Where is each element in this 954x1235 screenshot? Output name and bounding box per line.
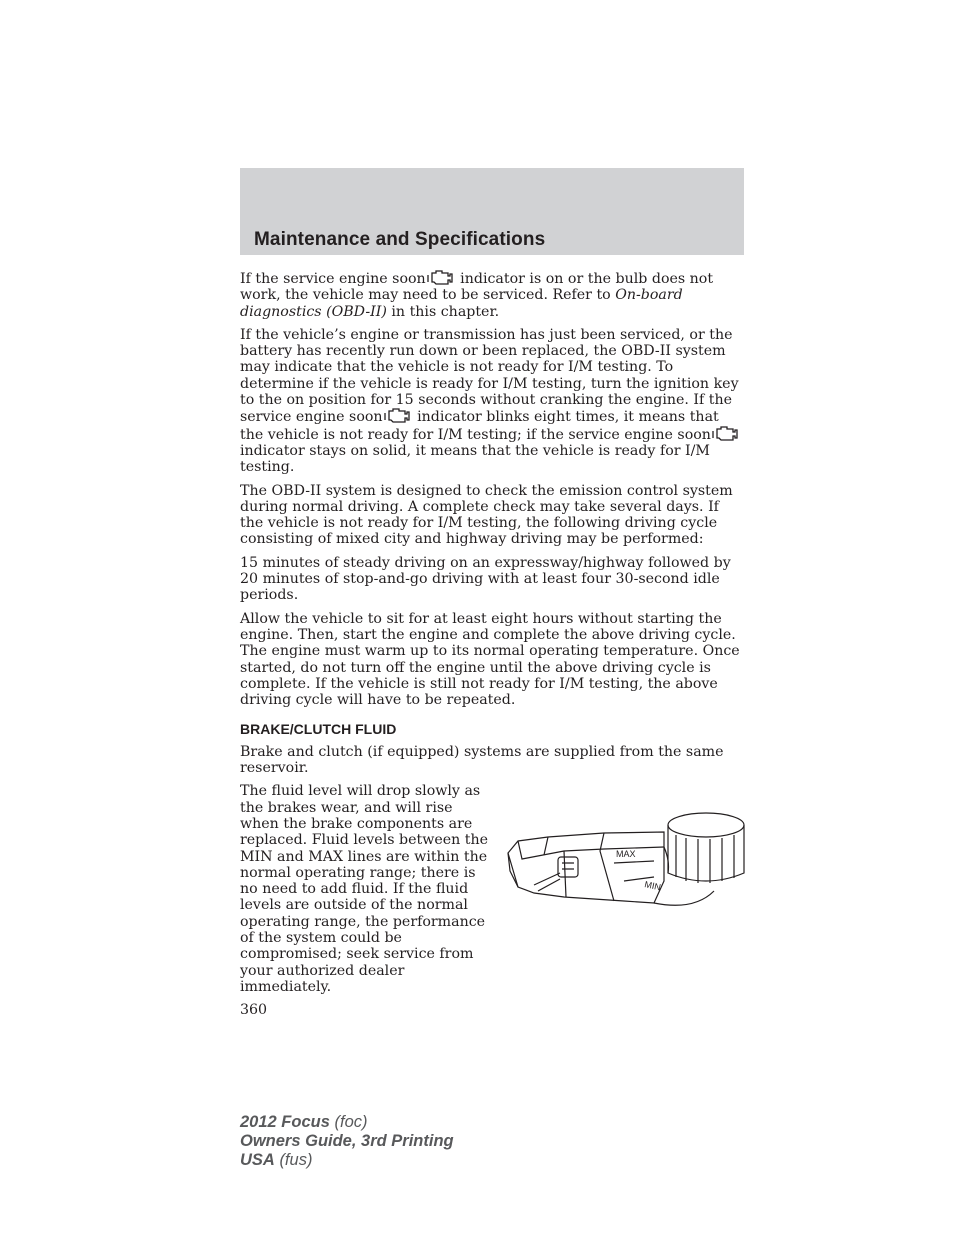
paragraph-text: If the vehicle’s engine or transmission has just been serviced, or the battery has recently run down or been replaced, the OBD-II system may indicate that the vehicle is not ready for I/M testing. To determine if the vehicle is ready for I/M testing, turn the ignition key to the on position for 15 seconds without cranking the engine. If the service engine soon bbox=[240, 326, 739, 426]
paragraph-text: indicator blinks eight times, it means that the vehicle is not ready for I/M testing; if the service engine soon bbox=[240, 409, 719, 443]
paragraph-text: If the service engine soon bbox=[240, 271, 426, 287]
paragraph-text: in this chapter. bbox=[386, 303, 500, 320]
paragraph-im-readiness bbox=[240, 327, 745, 476]
paragraph-service-engine bbox=[240, 270, 745, 320]
brake-fluid-reservoir-illustration bbox=[504, 811, 746, 915]
footer-guide: Owners Guide, 3rd Printing bbox=[240, 1132, 454, 1150]
cross-reference-link[interactable]: On-board diagnostics (OBD-II) bbox=[240, 287, 683, 320]
paragraph-allow-sit: Allow the vehicle to sit for at least eight hours without starting the engine. Then, start the engine and complete the above driving cycle. The engine must warm up to its normal operating temperature. Once started, do not turn off the engine until the above driving cycle is complete. If the vehicle is still not ready for I/M testing, the above driving cycle will have to be repeated. bbox=[240, 610, 740, 709]
brake-fluid-block bbox=[240, 783, 745, 995]
driving-cycle-line: 20 minutes of stop-and-go driving with at least four 30-second idle periods. bbox=[240, 571, 720, 604]
page-content bbox=[240, 270, 745, 1018]
footer-model: 2012 Focus bbox=[240, 1113, 330, 1131]
document-footer bbox=[240, 1113, 454, 1170]
footer-market-line bbox=[240, 1151, 454, 1170]
check-engine-icon bbox=[426, 270, 456, 286]
section-title: Maintenance and Specifications bbox=[254, 229, 546, 250]
paragraph-text: indicator stays on solid, it means that the vehicle is ready for I/M testing. bbox=[240, 442, 710, 476]
footer-market: USA bbox=[240, 1151, 275, 1169]
footer-model-line bbox=[240, 1113, 454, 1132]
paragraph-brake-reservoir: Brake and clutch (if equipped) systems are supplied from the same reservoir. bbox=[240, 743, 724, 777]
paragraph-fluid-level: The fluid level will drop slowly as the brakes wear, and will rise when the brake components are replaced. Fluid levels between the MIN and MAX lines are within the normal operating range; there is no need to add fluid. If the fluid levels are outside of the normal operating range, the performance of the system could be compromised; seek service from your authorized dealer immediately. bbox=[240, 783, 489, 995]
check-engine-icon bbox=[711, 426, 741, 442]
driving-cycle-line: 15 minutes of steady driving on an expressway/highway followed by bbox=[240, 554, 731, 571]
page-number: 360 bbox=[240, 1002, 268, 1019]
footer-model-code: (foc) bbox=[334, 1113, 368, 1131]
paragraph-obd-check: The OBD-II system is designed to check the emission control system during normal driving. A complete check may take several days. If the vehicle is not ready for I/M testing, the following driving cycle consisting of mixed city and highway driving may be performed: bbox=[240, 482, 733, 548]
max-label: MAX bbox=[616, 849, 636, 860]
min-label: MIN bbox=[643, 879, 662, 893]
paragraph-text: indicator is on or the bulb does not work, the vehicle may need to be serviced. Refer to bbox=[240, 271, 714, 304]
check-engine-icon bbox=[383, 408, 413, 424]
section-header-band bbox=[240, 168, 744, 255]
paragraph-driving-cycle bbox=[240, 555, 745, 604]
brake-clutch-heading: BRAKE/CLUTCH FLUID bbox=[240, 721, 397, 738]
footer-market-code: (fus) bbox=[279, 1151, 313, 1169]
